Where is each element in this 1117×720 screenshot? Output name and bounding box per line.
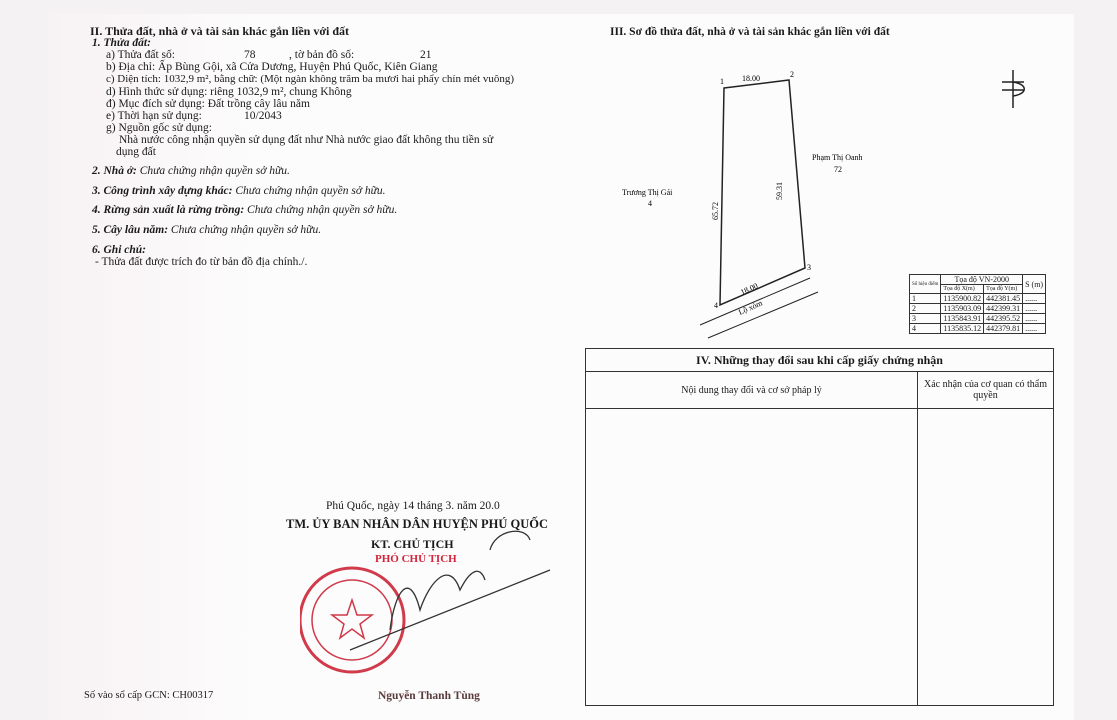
col-system: Tọa độ VN-2000 (941, 275, 1023, 285)
road-label: Lộ xóm (737, 298, 764, 317)
construction-value: Chưa chứng nhận quyền sở hữu. (235, 185, 386, 197)
table-row: 2 1135903.09 442399.31 ...... (910, 304, 1046, 314)
usage-form: d) Hình thức sử dụng: riêng 1032,9 m², chung Không (106, 86, 352, 98)
parcel-no-label: a) Thửa đất số: (106, 49, 175, 61)
vertex-3: 3 (807, 263, 811, 272)
section-iii-heading: III. Sơ đồ thửa đất, nhà ở và tài sản khác gắn liền với đất (610, 26, 890, 38)
parcel-no: 78 (244, 49, 256, 61)
neighbor-west-id: 4 (648, 199, 652, 208)
house-value: Chưa chứng nhận quyền sở hữu. (139, 165, 290, 177)
map-sheet-label: , tờ bản đồ số: (289, 49, 355, 61)
vertex-4: 4 (714, 301, 718, 310)
perennial-label: 5. Cây lâu năm: (92, 224, 169, 236)
signer-role: PHÓ CHỦ TỊCH (375, 553, 457, 565)
neighbor-west: Trương Thị Gái (622, 188, 673, 197)
parcel-boundary (720, 80, 805, 305)
house-label: 2. Nhà ở: (92, 165, 137, 177)
dim-top: 18.00 (742, 74, 760, 83)
issuing-authority: TM. ỦY BAN NHÂN DÂN HUYỆN PHÚ QUỐC (286, 517, 549, 531)
section-iv-heading: IV. Những thay đổi sau khi cấp giấy chứng nhận (586, 349, 1053, 372)
usage-purpose: đ) Mục đích sử dụng: Đất trồng cây lâu năm (106, 98, 310, 110)
dim-right: 59.31 (775, 182, 784, 200)
neighbor-east: Phạm Thị Oanh (812, 153, 863, 162)
origin-label: g) Nguồn gốc sử dụng: (106, 122, 212, 134)
changes-table (585, 348, 1054, 706)
table-row: 4 1135835.12 442379.81 ...... (910, 324, 1046, 334)
north-arrow-icon (1002, 70, 1024, 108)
col-x: Tọa độ X(m) (941, 285, 984, 294)
col-authority-confirmation: Xác nhận của cơ quan có thẩm quyền (923, 379, 1047, 401)
address: b) Địa chỉ: Ấp Bùng Gội, xã Cửa Dương, Huyện Phú Quốc, Kiên Giang (106, 61, 438, 73)
coordinates-table (909, 274, 1046, 334)
vertex-2: 2 (790, 70, 794, 79)
col-s: S (m) (1023, 275, 1046, 294)
origin-line1: Nhà nước công nhận quyền sử dụng đất như Nhà nước giao đất không thu tiền sử (119, 134, 494, 146)
register-number: Số vào sổ cấp GCN: CH00317 (84, 690, 214, 701)
origin-line2: dụng đất (116, 146, 156, 158)
map-sheet-no: 21 (420, 49, 432, 61)
signer-kt: KT. CHỦ TỊCH (371, 537, 454, 551)
neighbor-east-id: 72 (834, 165, 842, 174)
col-change-content: Nội dung thay đổi và cơ sở pháp lý (586, 372, 918, 408)
official-seal-and-signature (300, 520, 560, 710)
issue-date: Phú Quốc, ngày 14 tháng 3. năm 20.0 (326, 500, 500, 512)
table-row: 1 1135900.82 442381.45 ...... (910, 294, 1046, 304)
dim-bottom: 18.00 (739, 281, 760, 297)
column-divider (917, 408, 918, 705)
term-value: 10/2043 (244, 110, 282, 122)
section-ii-heading: II. Thửa đất, nhà ở và tài sản khác gắn liền với đất (90, 24, 350, 38)
notes-label: 6. Ghi chú: (92, 244, 146, 256)
signer-name: Nguyễn Thanh Tùng (378, 690, 480, 702)
land-parcel-heading: 1. Thửa đất: (92, 37, 151, 49)
notes-value: - Thửa đất được trích đo từ bản đồ địa chính./. (95, 256, 308, 268)
forest-label: 4. Rừng sản xuất là rừng trồng: (92, 204, 245, 216)
forest-value: Chưa chứng nhận quyền sở hữu. (247, 204, 398, 216)
vertex-1: 1 (720, 77, 724, 86)
area: c) Diện tích: 1032,9 m², bằng chữ: (Một ngàn không trăm ba mươi hai phẩy chín mét vuông) (106, 73, 515, 85)
table-row: 3 1135843.91 442395.52 ...... (910, 314, 1046, 324)
dim-left: 65.72 (711, 202, 720, 220)
construction-label: 3. Công trình xây dựng khác: (92, 185, 233, 197)
perennial-value: Chưa chứng nhận quyền sở hữu. (170, 224, 322, 236)
col-point: Số hiệu điểm (910, 275, 941, 294)
col-y: Tọa độ Y(m) (984, 285, 1023, 294)
term-label: e) Thời hạn sử dụng: (106, 110, 202, 122)
